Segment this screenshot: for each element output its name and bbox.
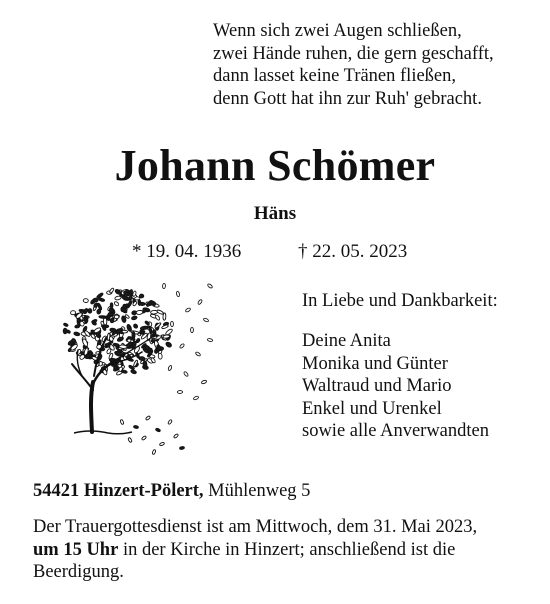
- death-date: † 22. 05. 2023: [298, 241, 408, 262]
- service-line: Der Trauergottesdienst ist am Mittwoch, dem 31. Mai 2023,: [33, 517, 478, 537]
- service-line-rest: in der Kirche in Hinzert; anschließend ist die: [118, 539, 456, 560]
- poem-line: dann lasset keine Tränen fließen,: [213, 66, 457, 86]
- mourner-name: Monika und Günter: [302, 353, 448, 374]
- service-notice: [33, 516, 533, 584]
- service-time: um 15 Uhr: [33, 539, 119, 560]
- poem-line: denn Gott hat ihn zur Ruh' gebracht.: [213, 88, 482, 109]
- mourners-list: [302, 330, 489, 443]
- deceased-name: Johann Schömer: [114, 141, 436, 190]
- mourner-name: Enkel und Urenkel: [302, 398, 442, 419]
- mourner-name: sowie alle Anverwandten: [302, 421, 489, 441]
- poem: [213, 20, 543, 110]
- poem-line: Wenn sich zwei Augen schließen,: [213, 21, 462, 41]
- address: [33, 479, 310, 503]
- birth-date: * 19. 04. 1936: [132, 241, 242, 262]
- ground-grass: [74, 431, 132, 434]
- poem-line: zwei Hände ruhen, die gern geschafft,: [213, 43, 494, 64]
- mourner-name: Deine Anita: [302, 331, 391, 351]
- deceased-nickname: Häns: [253, 203, 297, 224]
- service-line: Beerdigung.: [33, 562, 124, 582]
- tree-in-wind-illustration: [60, 272, 220, 460]
- gratitude-intro: In Liebe und Dankbarkeit:: [302, 291, 498, 311]
- service-line: [33, 539, 533, 562]
- address-street: Mühlenweg 5: [208, 481, 311, 501]
- address-postal-city: 54421 Hinzert-Pölert,: [33, 481, 204, 501]
- mourner-name: Waltraud und Mario: [302, 376, 452, 396]
